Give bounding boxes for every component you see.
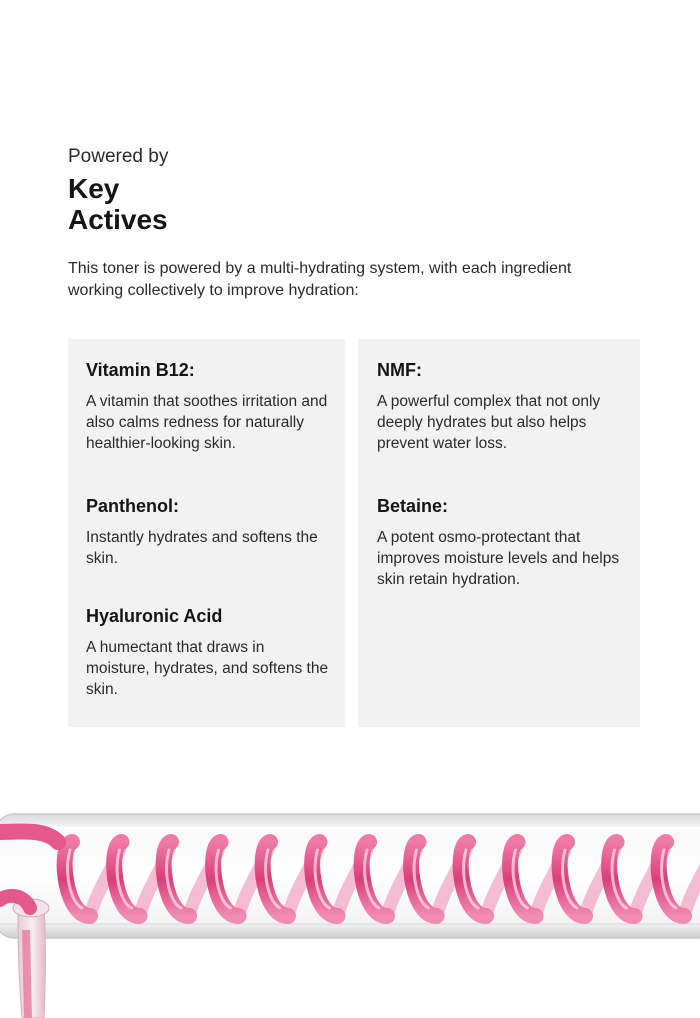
page-title: Key Actives: [68, 173, 168, 235]
ingredient-name: Betaine:: [377, 496, 449, 516]
spiral-coil-tube-illustration: [0, 780, 700, 1018]
ingredients-panel-left: [68, 339, 345, 727]
ingredient-name: Panthenol:: [86, 496, 179, 516]
ingredient-description: A potent osmo-protectant that improves moisture levels and helps skin retain hydration.: [377, 529, 620, 588]
ingredient-description: A vitamin that soothes irritation and also calms redness for naturally healthier-looking skin.: [86, 393, 328, 452]
ingredient-name: NMF:: [377, 360, 422, 380]
ingredient-vitamin-b12: [86, 359, 331, 454]
ingredient-description: Instantly hydrates and softens the skin.: [86, 529, 318, 567]
ingredient-description: A powerful complex that not only deeply hydrates but also helps prevent water loss.: [377, 393, 601, 452]
ingredient-nmf: [377, 359, 626, 454]
ingredient-name: Vitamin B12:: [86, 360, 195, 380]
ingredient-description: A humectant that draws in moisture, hydrates, and softens the skin.: [86, 639, 329, 698]
ingredient-betaine: [377, 495, 626, 590]
ingredient-panthenol: [86, 495, 331, 569]
intro-paragraph: This toner is powered by a multi-hydrating system, with each ingredient working collectively to improve hydration:: [68, 260, 572, 299]
ingredient-name: Hyaluronic Acid: [86, 606, 223, 626]
ingredient-hyaluronic-acid: [86, 605, 331, 700]
eyebrow-text: Powered by: [68, 146, 169, 167]
intro-section: [68, 146, 628, 235]
ingredients-panel-right: [358, 339, 640, 727]
